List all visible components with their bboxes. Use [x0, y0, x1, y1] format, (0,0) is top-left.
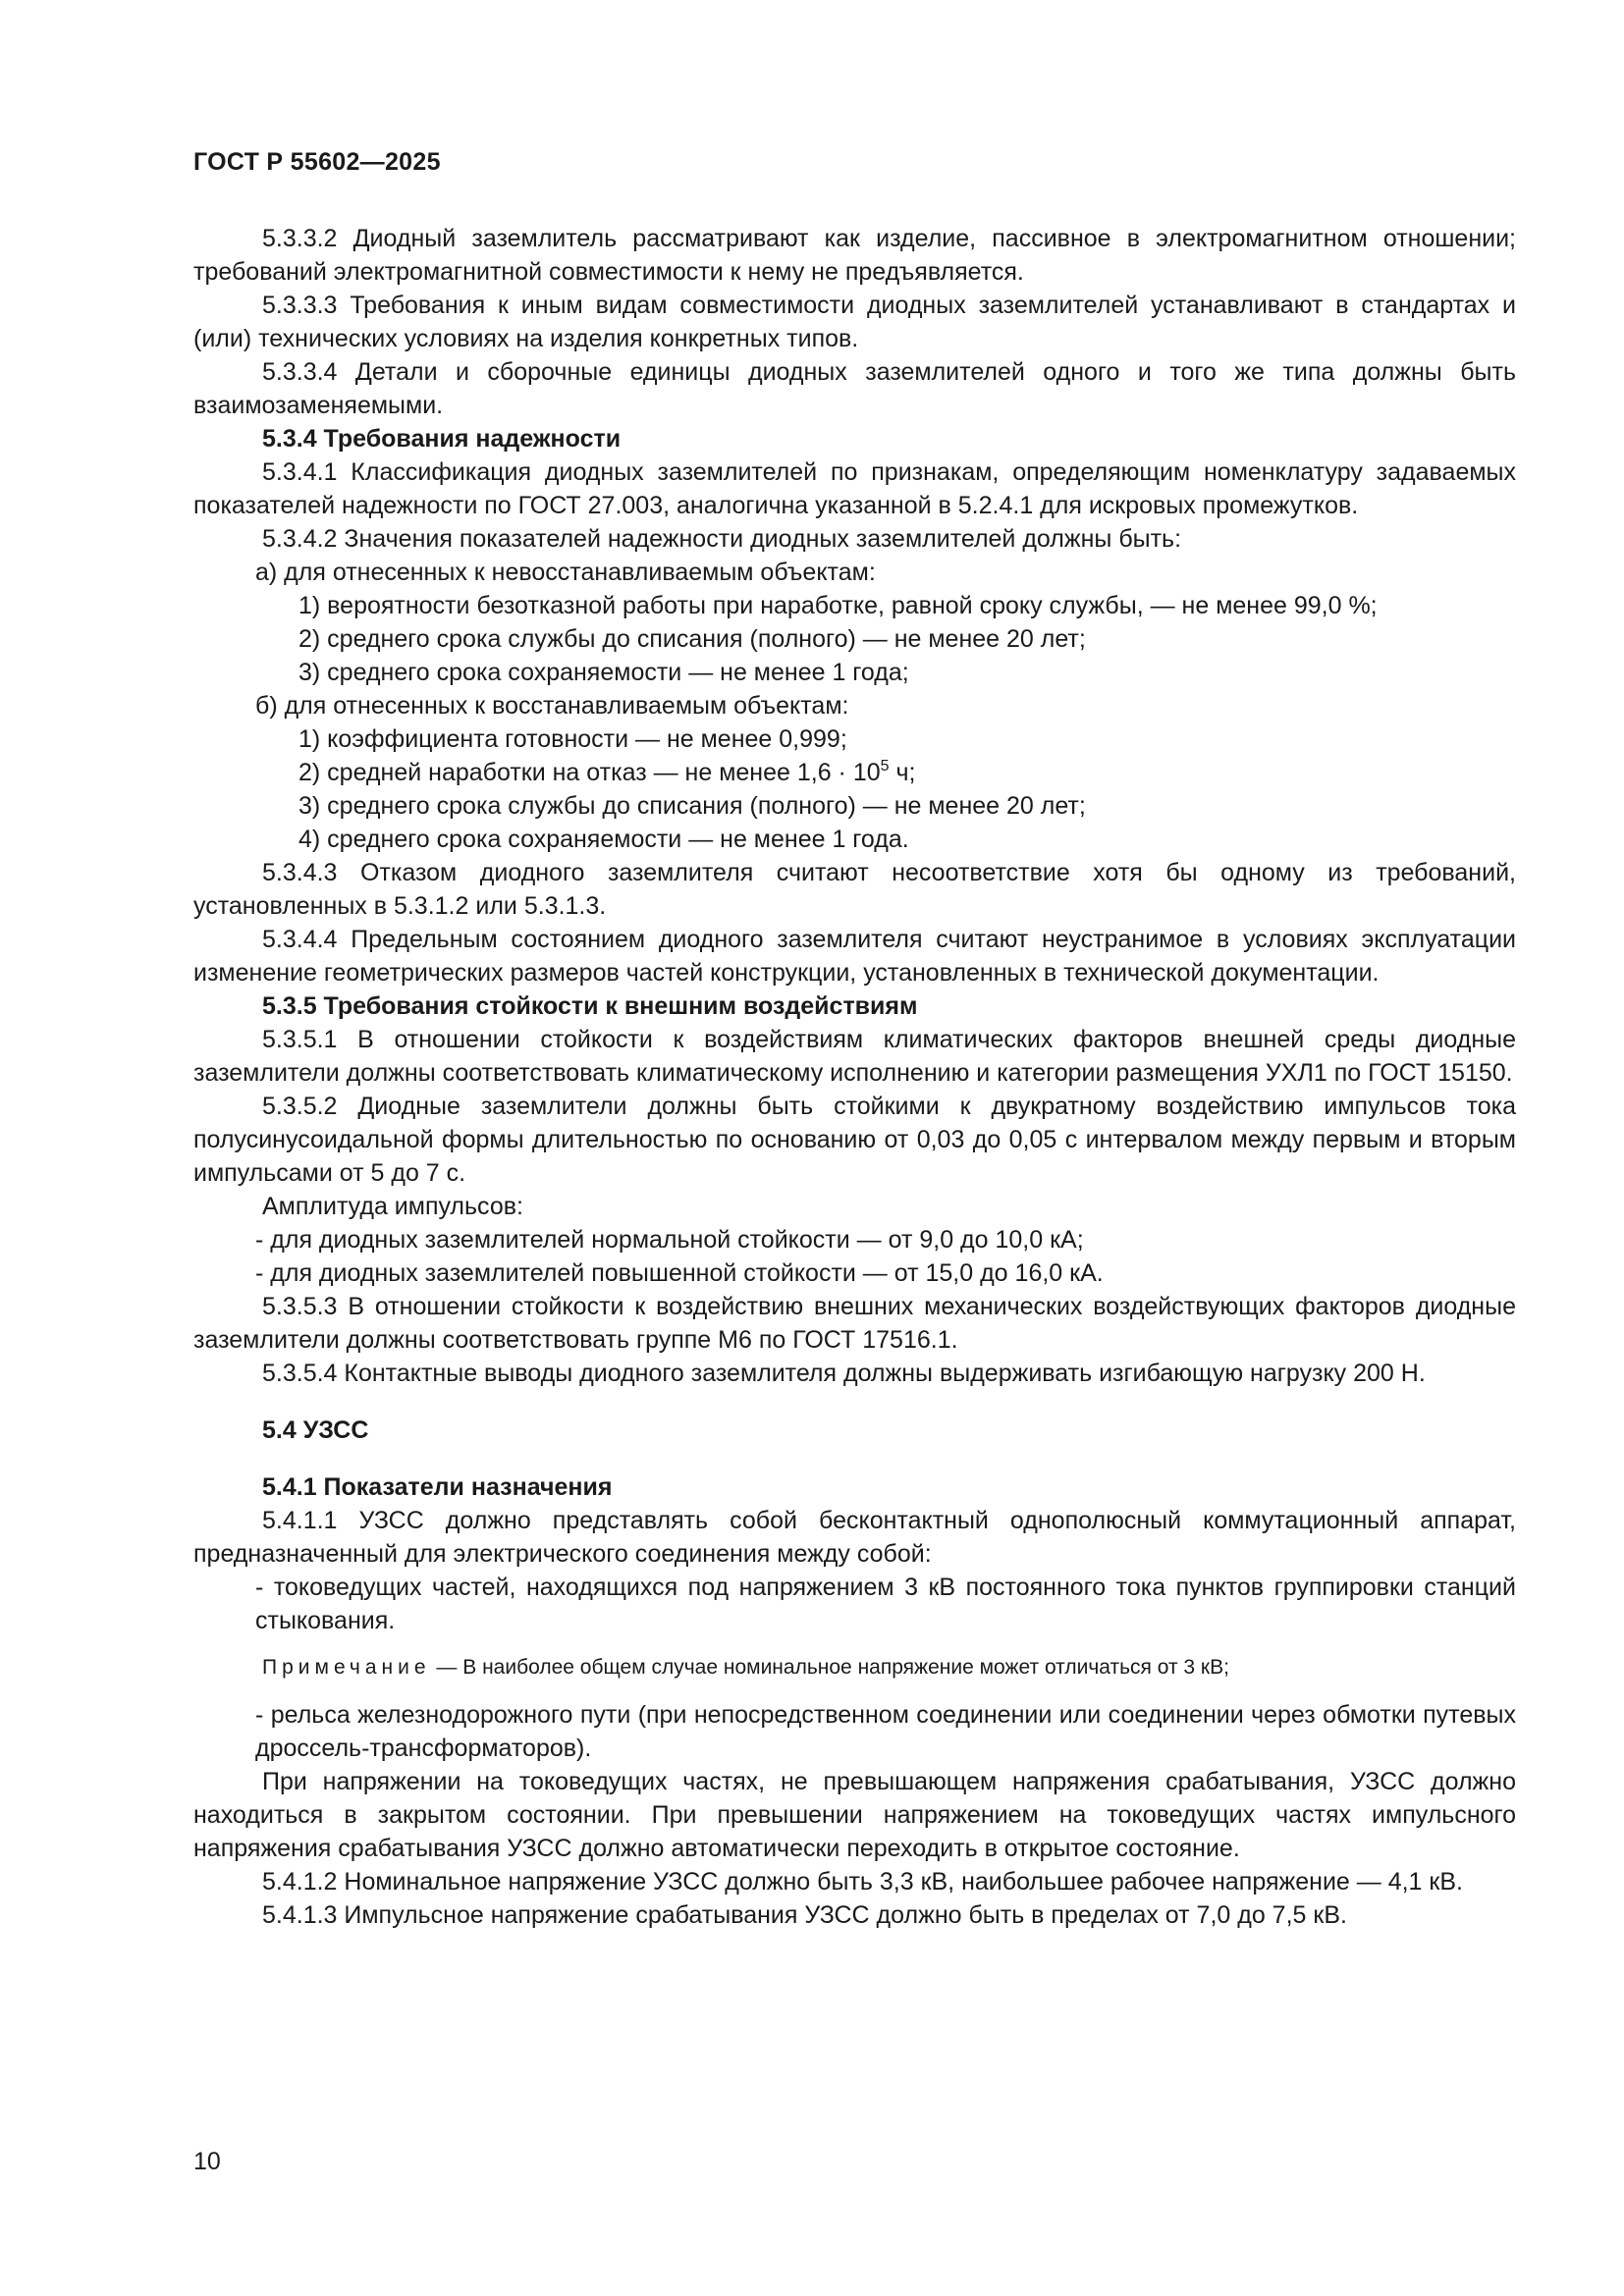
clause-5-3-5-2: 5.3.5.2 Диодные заземлители должны быть стойкими к двукратному воздействию импульсов тока полусинусоидальной формы длительностью по основанию от 0,03 до 0,05 с интервалом между первым и вторым импульсами от 5 до 7 с.	[193, 1093, 1516, 1187]
clause-5-3-5-4: 5.3.5.4 Контактные выводы диодного заземлителя должны выдерживать изгибающую нагрузку 200 Н.	[262, 1360, 1426, 1387]
dash-item: - токоведущих частей, находящихся под напряжением 3 кВ постоянного тока пунктов группировки станций стыкования.	[255, 1574, 1516, 1634]
clause-5-3-4-1: 5.3.4.1 Классификация диодных заземлителей по признакам, определяющим номенклатуру задаваемых показателей надежности по ГОСТ 27.003, аналогична указанной в 5.2.4.1 для искровых промежутков.	[193, 458, 1516, 519]
clause-5-4-1-2: 5.4.1.2 Номинальное напряжение УЗСС должно быть 3,3 кВ, наибольшее рабочее напряжение — 4,1 кВ.	[262, 1868, 1463, 1896]
clause-5-3-4-4: 5.3.4.4 Предельным состоянием диодного заземлителя считают неустранимое в условиях эксплуатации изменение геометрических размеров частей конструкции, установленных в технической документации.	[193, 926, 1516, 987]
section-heading-5-4: 5.4 УЗСС	[262, 1416, 369, 1444]
clause-5-3-4-3: 5.3.4.3 Отказом диодного заземлителя считают несоответствие хотя бы одному из требований, установленных в 5.3.1.2 или 5.3.1.3.	[193, 859, 1516, 920]
list-a-item: 3) среднего срока сохраняемости — не менее 1 года;	[298, 659, 909, 686]
section-heading-5-3-5: 5.3.5 Требования стойкости к внешним воздействиям	[262, 992, 918, 1020]
voltage-paragraph: При напряжении на токоведущих частях, не превышающем напряжения срабатывания, УЗСС должно находиться в закрытом состоянии. При превышении напряжением на токоведущих частях импульсного напряжения срабатывания УЗСС должно автоматически переходить в открытое состояние.	[193, 1768, 1516, 1862]
dash-item: - рельса железнодорожного пути (при непосредственном соединении или соединении через обмотки путевых дроссель-трансформаторов).	[255, 1701, 1516, 1762]
list-b-item-unit: ч;	[889, 759, 916, 786]
dash-item: - для диодных заземлителей нормальной стойкости — от 9,0 до 10,0 кА;	[255, 1226, 1084, 1254]
list-b-item: 1) коэффициента готовности — не менее 0,999;	[298, 725, 847, 753]
list-a-item: 2) среднего срока службы до списания (полного) — не менее 20 лет;	[298, 625, 1086, 653]
list-a-title: а) для отнесенных к невосстанавливаемым объектам:	[255, 559, 876, 586]
list-b-item: 4) среднего срока сохраняемости — не менее 1 года.	[298, 826, 909, 853]
clause-5-3-3-2: 5.3.3.2 Диодный заземлитель рассматривают как изделие, пассивное в электромагнитном отношении; требований электромагнитной совместимости к нему не предъявляется.	[193, 225, 1516, 286]
amplitude-label: Амплитуда импульсов:	[262, 1193, 523, 1220]
page-number: 10	[193, 2148, 221, 2175]
list-b-item	[193, 756, 1516, 789]
clause-5-4-1-1: 5.4.1.1 УЗСС должно представлять собой бесконтактный однополюсный коммутационный аппарат, предназначенный для электрического соединения между собой:	[193, 1507, 1516, 1568]
note-label: Примечание	[262, 1656, 431, 1679]
clause-5-3-4-2: 5.3.4.2 Значения показателей надежности диодных заземлителей должны быть:	[262, 525, 1182, 553]
list-b-item: 3) среднего срока службы до списания (полного) — не менее 20 лет;	[298, 792, 1086, 820]
list-b-item-text: 2) средней наработки на отказ — не менее 1,6 · 10	[298, 759, 881, 786]
note-text: — В наиболее общем случае номинальное напряжение может отличаться от 3 кВ;	[430, 1656, 1229, 1679]
clause-5-4-1-3: 5.4.1.3 Импульсное напряжение срабатывания УЗСС должно быть в пределах от 7,0 до 7,5 кВ.	[262, 1901, 1347, 1929]
clause-5-3-3-4: 5.3.3.4 Детали и сборочные единицы диодных заземлителей одного и того же типа должны быть взаимозаменяемыми.	[193, 358, 1516, 419]
section-heading-5-3-4: 5.3.4 Требования надежности	[262, 425, 622, 453]
clause-5-3-3-3: 5.3.3.3 Требования к иным видам совместимости диодных заземлителей устанавливают в стандартах и (или) технических условиях на изделия конкретных типов.	[193, 292, 1516, 352]
list-a-item: 1) вероятности безотказной работы при наработке, равной сроку службы, — не менее 99,0 %;	[298, 592, 1378, 619]
section-heading-5-4-1: 5.4.1 Показатели назначения	[262, 1473, 613, 1501]
exponent: 5	[880, 758, 890, 774]
dash-item: - для диодных заземлителей повышенной стойкости — от 15,0 до 16,0 кА.	[255, 1259, 1104, 1287]
document-header: ГОСТ Р 55602—2025	[193, 148, 441, 176]
note	[193, 1651, 1516, 1684]
document-body	[193, 222, 1516, 1932]
clause-5-3-5-3: 5.3.5.3 В отношении стойкости к воздействию внешних механических воздействующих факторов диодные заземлители должны соответствовать группе М6 по ГОСТ 17516.1.	[193, 1293, 1516, 1354]
list-b-title: б) для отнесенных к восстанавливаемым объектам:	[255, 692, 849, 720]
clause-5-3-5-1: 5.3.5.1 В отношении стойкости к воздействиям климатических факторов внешней среды диодные заземлители должны соответствовать климатическому исполнению и категории размещения УХЛ1 по ГОСТ 15150.	[193, 1026, 1516, 1087]
